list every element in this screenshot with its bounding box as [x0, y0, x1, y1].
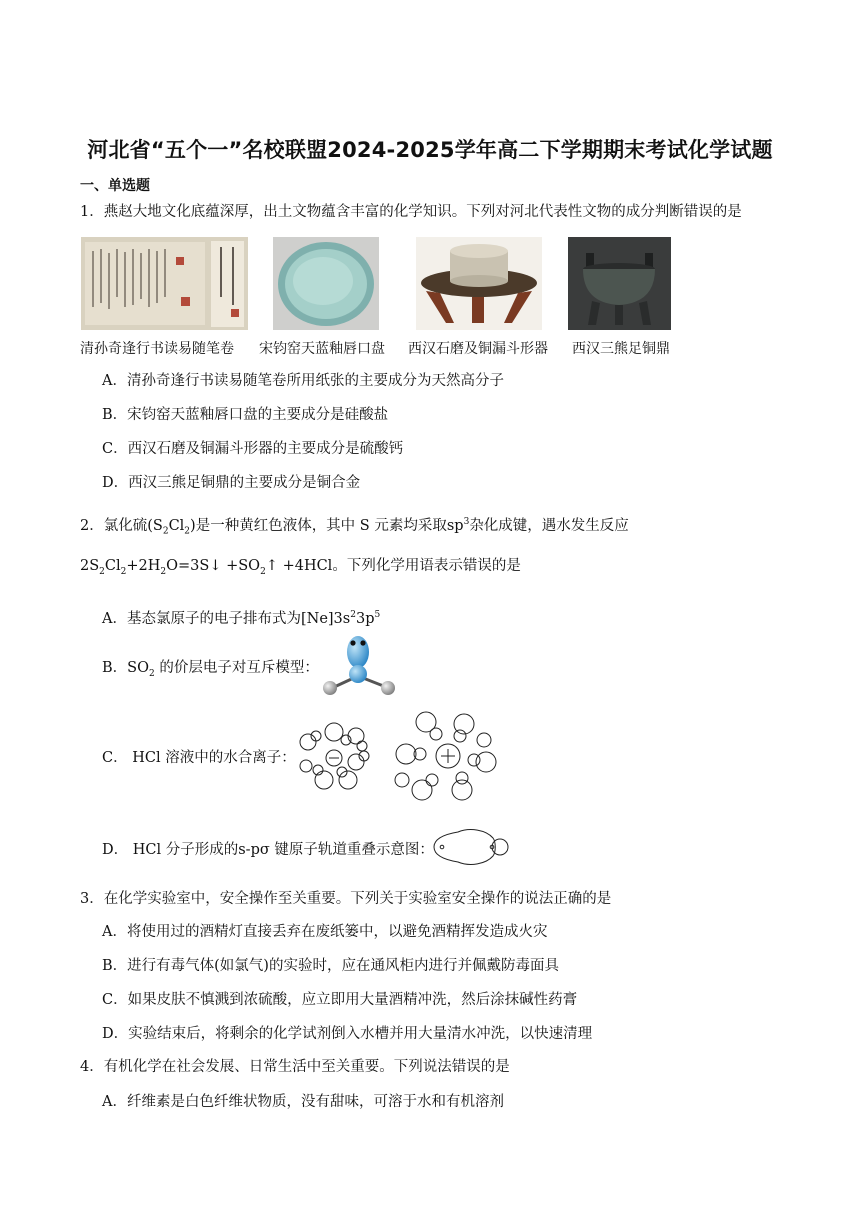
bronze-ding-image [568, 237, 671, 330]
page-title: 河北省“五个一”名校联盟2024-2025学年高二下学期期末考试化学试题 [87, 138, 773, 162]
q3-option-a: A．将使用过的酒精灯直接丢弃在废纸篓中，以避免酒精挥发造成火灾 [102, 924, 548, 940]
section-heading: 一、单选题 [80, 178, 150, 194]
caption-celadon-dish: 宋钧窑天蓝釉唇口盘 [259, 341, 385, 357]
caption-bronze-ding: 西汉三熊足铜鼎 [572, 341, 670, 357]
q1-stem: 1．燕赵大地文化底蕴深厚，出土文物蕴含丰富的化学知识。下列对河北代表性文物的成分判断错误的是 [80, 204, 742, 220]
q3-option-d: D．实验结束后，将剩余的化学试剂倒入水槽并用大量清水冲洗，以快速清理 [102, 1026, 593, 1042]
q2-stem: 2．氯化硫$(S_2Cl_2)$是一种黄红色液体，其中 S 元素均采取$sp^3$杂化成键，遇水发生反应 [80, 517, 629, 537]
q4-option-a: A．纤维素是白色纤维状物质，没有甜味，可溶于水和有机溶剂 [102, 1094, 504, 1110]
q1-option-a: A．清孙奇逢行书读易随笔卷所用纸张的主要成分为天然高分子 [102, 373, 504, 389]
hydrated-ions-icon [296, 710, 506, 808]
q2-equation: $2S_2Cl_2+2H_2O=3S↓$ $+SO_2↑ +4HCl$。下列化学用语表示错误的是 [80, 558, 521, 577]
q3-option-c: C．如果皮肤不慎溅到浓硫酸，应立即用大量酒精冲洗，然后涂抹碱性药膏 [102, 992, 578, 1008]
q4-stem: 4．有机化学在社会发展、日常生活中至关重要。下列说法错误的是 [80, 1059, 510, 1075]
q3-option-b: B．进行有毒气体(如氯气)的实验时，应在通风柜内进行并佩戴防毒面具 [102, 958, 559, 974]
caption-stone-mill: 西汉石磨及铜漏斗形器 [408, 341, 548, 357]
q2-option-a: A．基态氯原子的电子排布式为$[Ne]3s^23p^5$ [102, 610, 381, 627]
orbital-overlap-icon [430, 824, 514, 870]
q2-option-c: C． HCl 溶液中的水合离子： [102, 750, 296, 766]
q2-option-b: B．$SO_2$ 的价层电子对互斥模型： [102, 660, 319, 679]
q2-option-d: D． HCl 分子形成的s-pσ 键原子轨道重叠示意图： [102, 842, 434, 858]
q1-option-d: D．西汉三熊足铜鼎的主要成分是铜合金 [102, 475, 361, 491]
q3-stem: 3．在化学实验室中，安全操作至关重要。下列关于实验室安全操作的说法正确的是 [80, 891, 612, 907]
celadon-dish-image [273, 237, 379, 330]
stone-mill-image [416, 237, 542, 330]
calligraphy-scroll-image [81, 237, 248, 330]
vsepr-model-icon [320, 632, 400, 700]
q1-option-c: C．西汉石磨及铜漏斗形器的主要成分是硫酸钙 [102, 441, 404, 457]
q1-option-b: B．宋钧窑天蓝釉唇口盘的主要成分是硅酸盐 [102, 407, 389, 423]
caption-calligraphy: 清孙奇逢行书读易随笔卷 [80, 341, 234, 357]
